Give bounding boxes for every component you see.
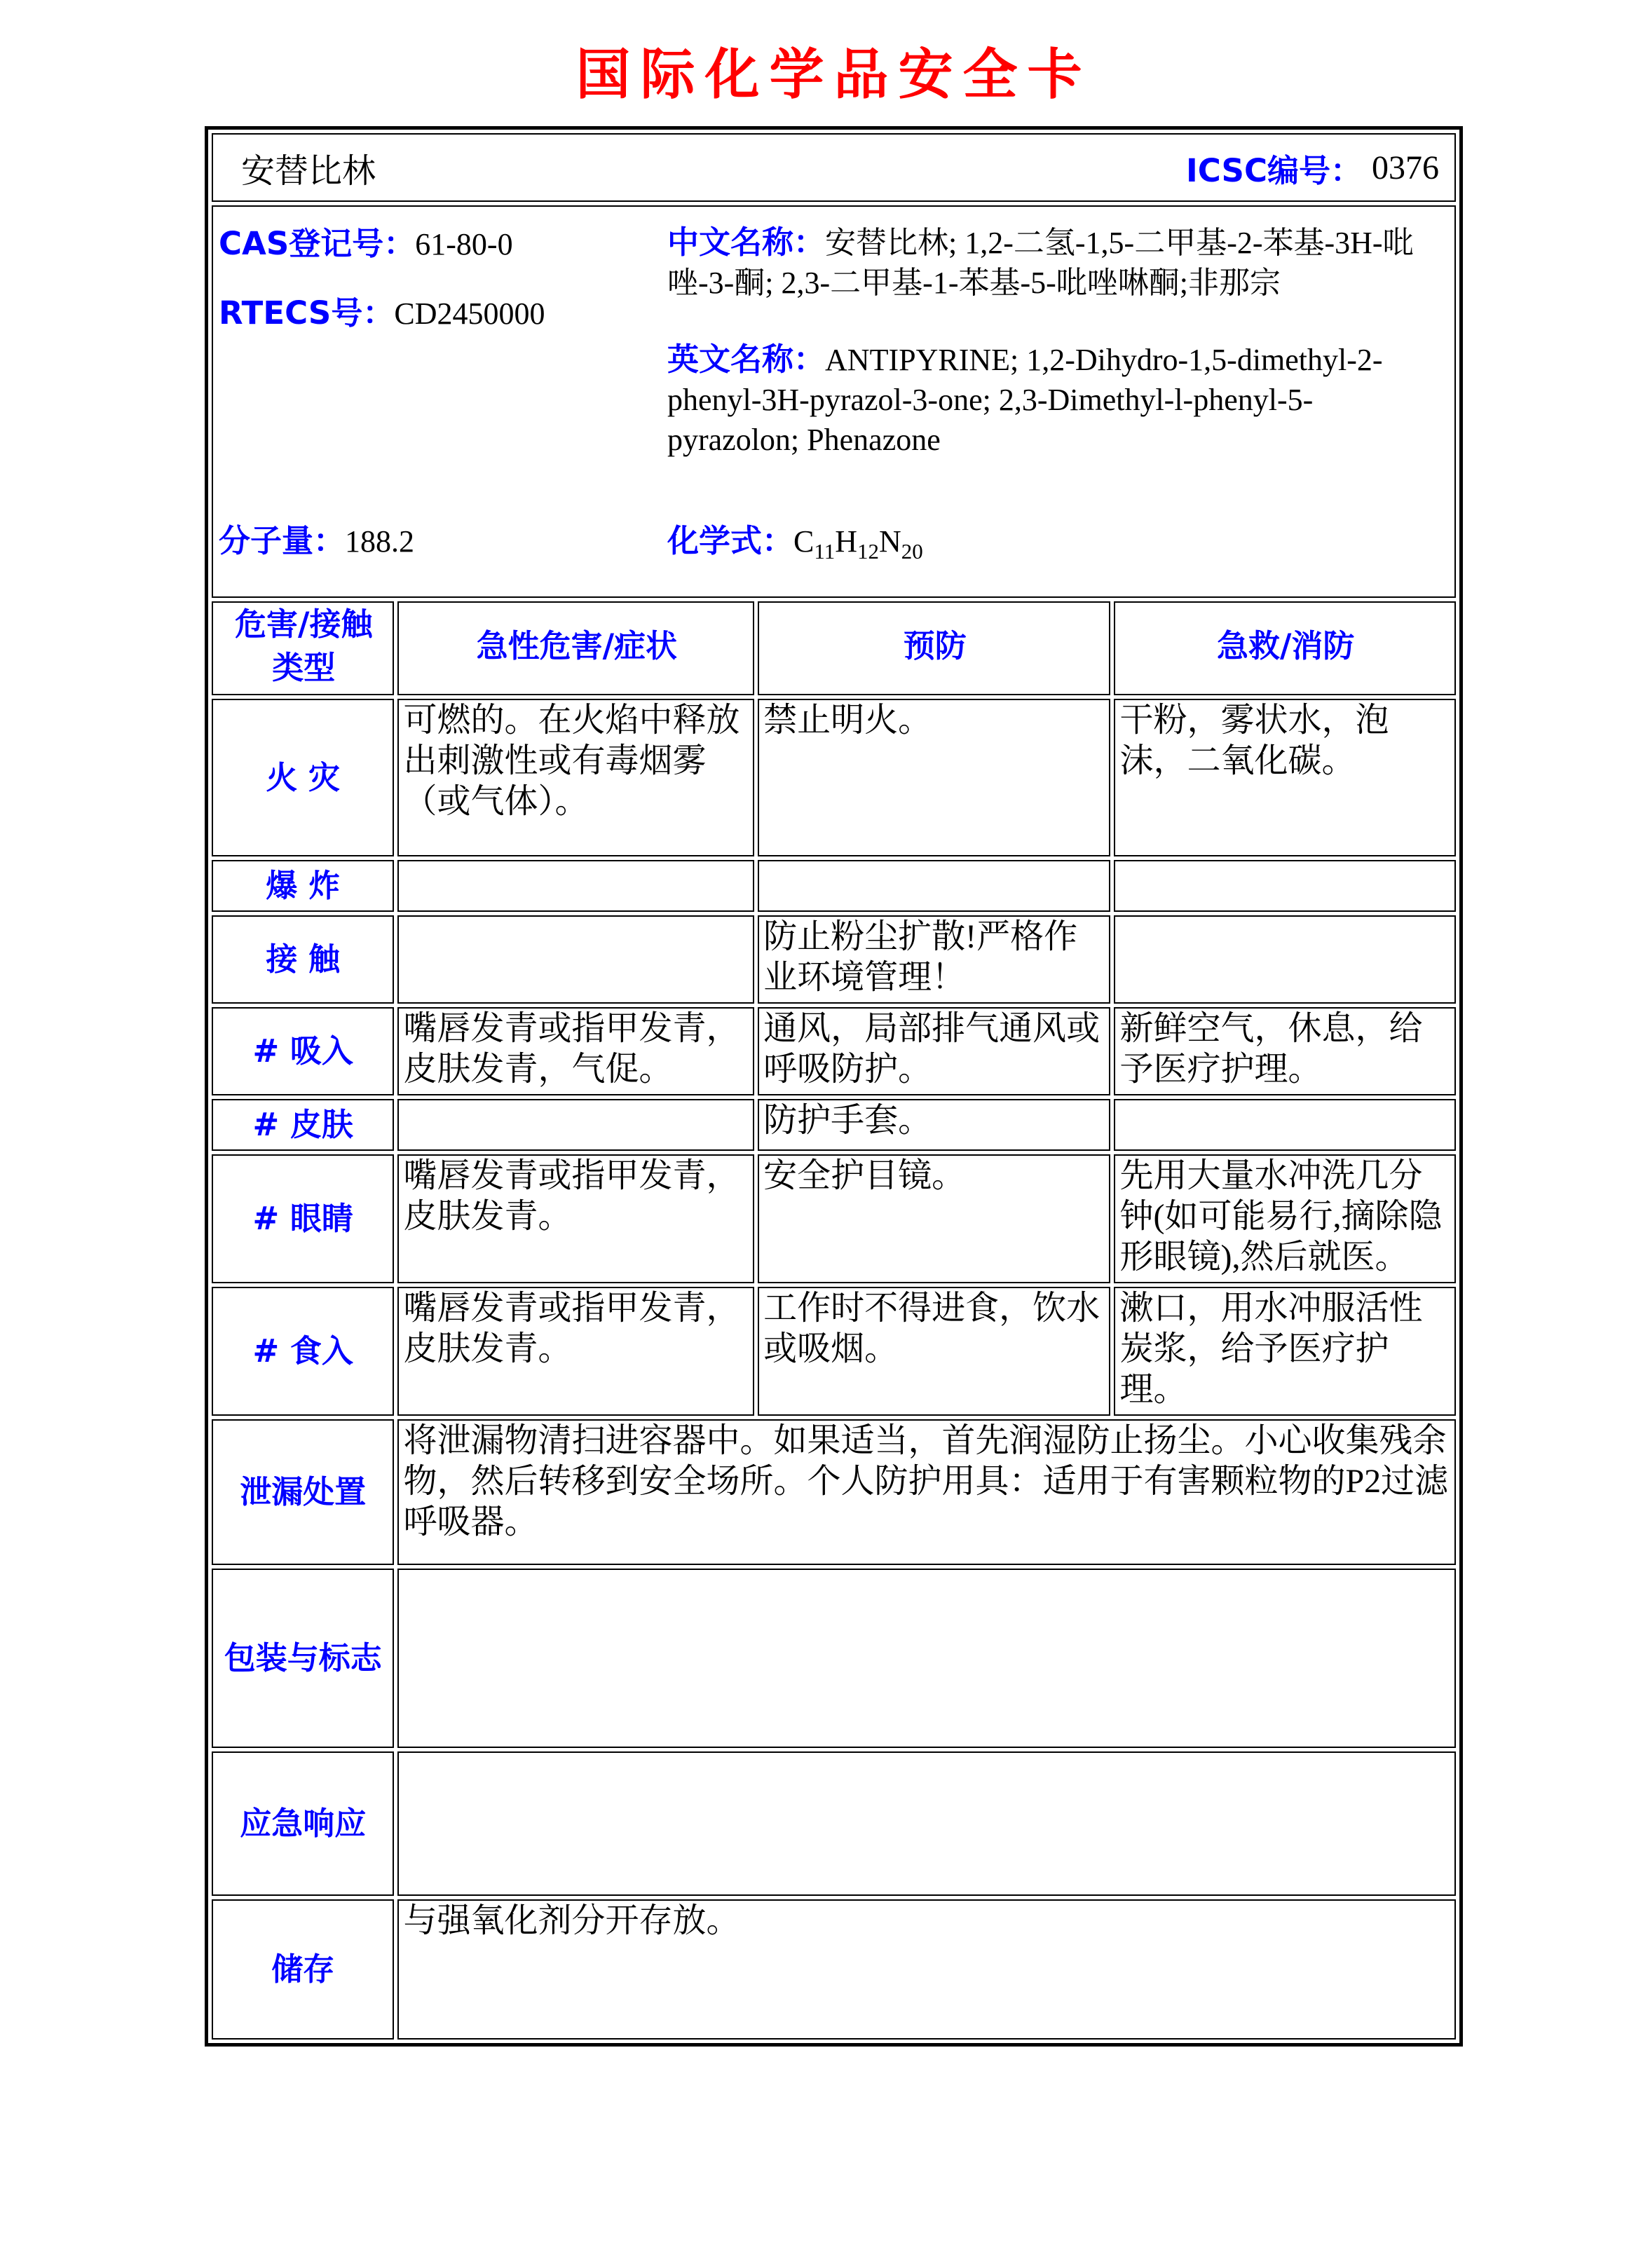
table-row-ingestion: [212, 1287, 1456, 1416]
molecular-weight-label: 分子量：: [219, 522, 346, 560]
formula-element: C: [793, 524, 814, 559]
chinese-name-value: 安替比林; 1,2-二氢-1,5-二甲基-2-苯基-3H-吡唑-3-酮; 2,3-二甲基-1-苯基-5-吡唑啉酮;非那宗: [667, 226, 1414, 300]
hazard-row-label: # 食入: [212, 1287, 394, 1416]
symptom-cell: 嘴唇发青或指甲发青，皮肤发青。: [397, 1154, 754, 1283]
hazard-table: [208, 598, 1459, 2043]
firstaid-cell: 先用大量水冲洗几分钟(如可能易行,摘除隐形眼镜),然后就医。: [1114, 1154, 1456, 1283]
firstaid-cell: 新鲜空气，休息，给予医疗护理。: [1114, 1007, 1456, 1095]
hazard-row-label: # 眼睛: [212, 1154, 394, 1283]
hazard-row-label: 火 灾: [212, 699, 394, 856]
english-name-value: ANTIPYRINE; 1,2-Dihydro-1,5-dimethyl-2-phenyl-3H-pyrazol-3-one; 2,3-Dimethyl-l-phenyl-5-pyrazolon; Phenazone: [667, 343, 1383, 457]
hazard-row-label: 泄漏处置: [212, 1419, 394, 1565]
prevention-cell: 防止粉尘扩散!严格作业环境管理！: [758, 915, 1110, 1004]
table-row-storage: [212, 1899, 1456, 2040]
prevention-cell: 安全护目镜。: [758, 1154, 1110, 1283]
column-header-prevention: 预防: [758, 601, 1110, 695]
prevention-cell: 工作时不得进食，饮水或吸烟。: [758, 1287, 1110, 1416]
column-header-hazard-type-line1: 危害/接触: [235, 606, 373, 643]
hazard-row-label: 包装与标志: [212, 1569, 394, 1748]
card-header-row: [212, 133, 1456, 202]
symptom-cell: 可燃的。在火焰中释放出刺激性或有毒烟雾（或气体）。: [397, 699, 754, 856]
table-row-fire: [212, 699, 1456, 856]
identifiers-section: [212, 205, 1456, 598]
registry-numbers-block: [219, 222, 667, 520]
firstaid-cell: 干粉，雾状水，泡沫，二氧化碳。: [1114, 699, 1456, 856]
safety-card: [205, 126, 1463, 2047]
molecular-weight-line: [219, 520, 667, 573]
chemical-formula-label: 化学式：: [667, 522, 794, 560]
table-row-explosion: [212, 860, 1456, 912]
hazard-row-label: 爆 炸: [212, 860, 394, 912]
formula-element: N: [879, 524, 901, 559]
hazard-row-label: 应急响应: [212, 1751, 394, 1896]
hazard-row-label: 储存: [212, 1899, 394, 2040]
icsc-number-label: ICSC编号：: [1185, 151, 1362, 189]
hazard-row-label: # 皮肤: [212, 1099, 394, 1151]
packaging-labelling-content: [397, 1569, 1456, 1748]
table-row-packaging-labelling: [212, 1569, 1456, 1748]
chemical-names-block: [667, 222, 1443, 520]
rtecs-label: RTECS号：: [219, 294, 395, 332]
icsc-number-value: 0376: [1372, 149, 1439, 186]
table-row-skin: [212, 1099, 1456, 1151]
rtecs-number-line: [219, 292, 667, 343]
column-header-hazard-type-line2: 类型: [272, 649, 336, 686]
table-row-emergency-response: [212, 1751, 1456, 1896]
firstaid-cell: [1114, 915, 1456, 1004]
table-row-contact: [212, 915, 1456, 1004]
english-name-paragraph: [667, 339, 1440, 460]
table-row-inhalation: [212, 1007, 1456, 1095]
column-header-hazard-type: [212, 601, 394, 695]
cas-number-line: [219, 222, 667, 273]
prevention-cell: [758, 860, 1110, 912]
formula-subscript: 20: [901, 539, 923, 563]
emergency-response-content: [397, 1751, 1456, 1896]
formula-element: H: [835, 524, 858, 559]
formula-subscript: 12: [857, 539, 880, 563]
formula-subscript: 11: [814, 539, 836, 563]
prevention-cell: 禁止明火。: [758, 699, 1110, 856]
symptom-cell: 嘴唇发青或指甲发青，皮肤发青。: [397, 1287, 754, 1416]
symptom-cell: [397, 860, 754, 912]
prevention-cell: 防护手套。: [758, 1099, 1110, 1151]
cas-value: 61-80-0: [415, 227, 513, 261]
symptom-cell: [397, 1099, 754, 1151]
safety-card-page: [0, 31, 1629, 2268]
table-row-spill-disposal: [212, 1419, 1456, 1565]
cas-label: CAS登记号：: [219, 225, 416, 262]
prevention-cell: 通风，局部排气通风或呼吸防护。: [758, 1007, 1110, 1095]
rtecs-value: CD2450000: [394, 296, 545, 331]
column-header-symptoms: 急性危害/症状: [397, 601, 754, 695]
chinese-name-label: 中文名称：: [667, 224, 826, 261]
icsc-number-group: [1186, 145, 1439, 191]
hazard-table-header-row: [212, 601, 1456, 695]
english-name-label: 英文名称：: [667, 341, 826, 378]
molecular-weight-value: 188.2: [345, 524, 415, 559]
page-title: 国际化学品安全卡: [575, 43, 1092, 107]
symptom-cell: [397, 915, 754, 1004]
column-header-firstaid: 急救/消防: [1114, 601, 1456, 695]
storage-content: 与强氧化剂分开存放。: [397, 1899, 1456, 2040]
table-row-eyes: [212, 1154, 1456, 1283]
firstaid-cell: [1114, 860, 1456, 912]
chemical-formula: [793, 524, 923, 563]
hazard-row-label: 接 触: [212, 915, 394, 1004]
spill-disposal-content: 将泄漏物清扫进容器中。如果适当，首先润湿防止扬尘。小心收集残余物，然后转移到安全场所。个人防护用具：适用于有害颗粒物的P2过滤呼吸器。: [397, 1419, 1456, 1565]
chinese-name-paragraph: [667, 222, 1440, 303]
firstaid-cell: 漱口，用水冲服活性炭浆，给予医疗护理。: [1114, 1287, 1456, 1416]
firstaid-cell: [1114, 1099, 1456, 1151]
substance-name: 安替比林: [241, 152, 376, 190]
hazard-row-label: # 吸入: [212, 1007, 394, 1095]
symptom-cell: 嘴唇发青或指甲发青，皮肤发青，气促。: [397, 1007, 754, 1095]
chemical-formula-line: [667, 520, 1443, 573]
